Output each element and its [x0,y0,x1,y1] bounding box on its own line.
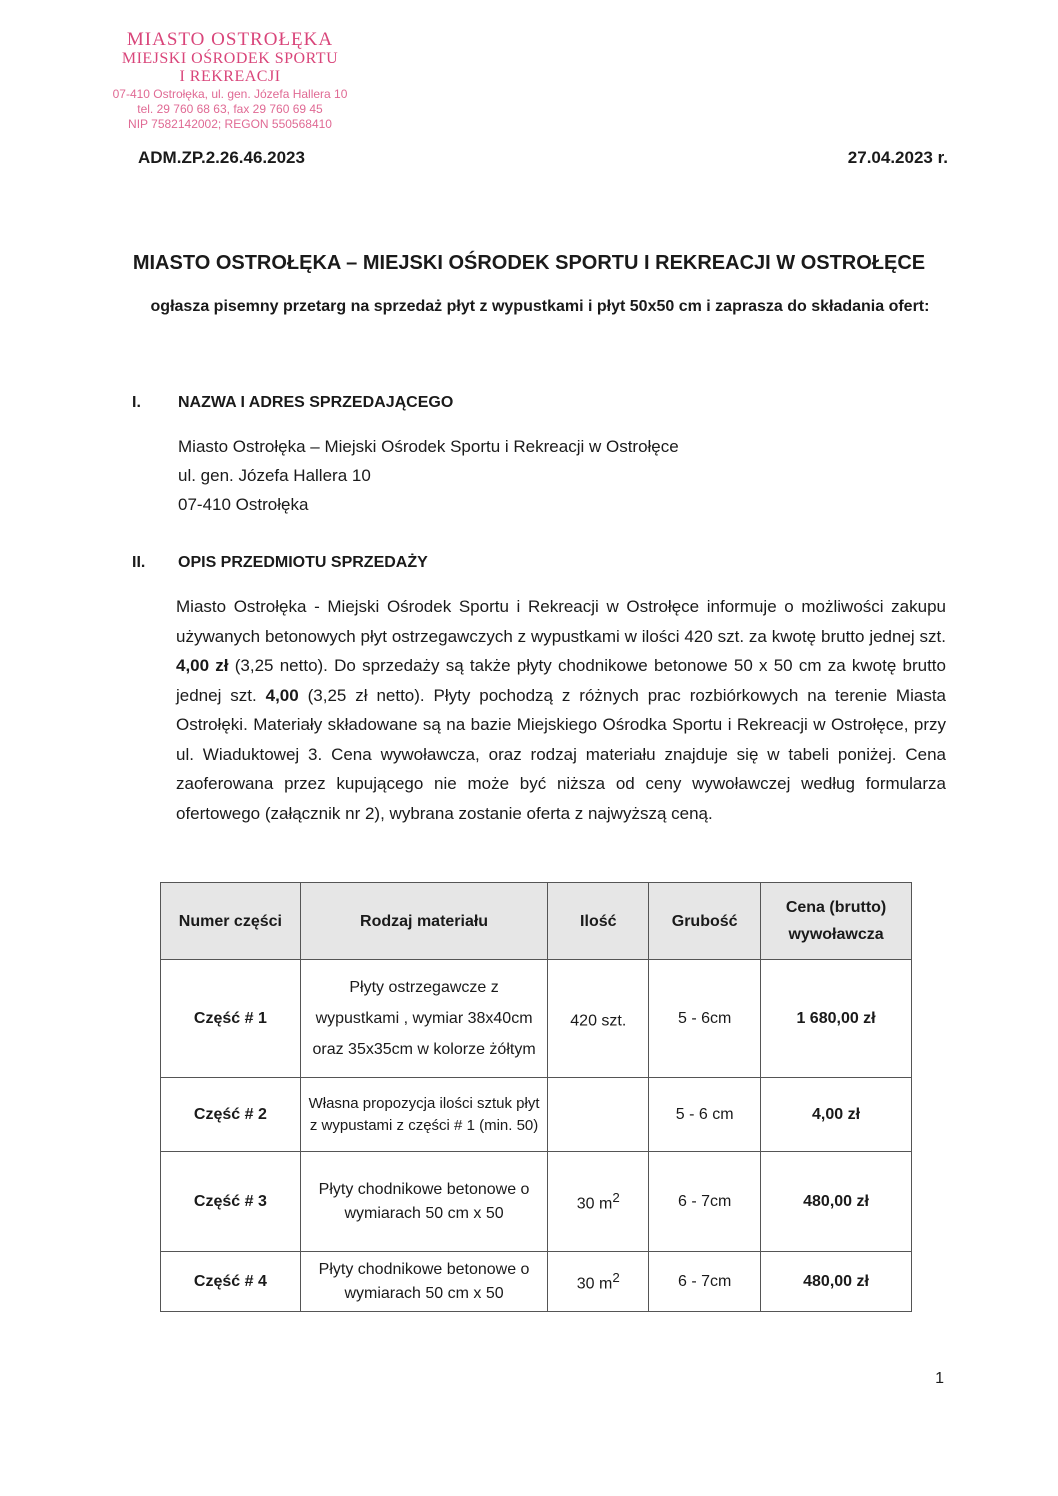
quantity-unit-exponent: 2 [612,1269,620,1285]
document-date: 27.04.2023 r. [847,148,948,167]
table-header-row [161,883,912,960]
cell-thickness: 6 - 7cm [649,1252,761,1312]
cell-price: 1 680,00 zł [761,960,912,1078]
stamp-phone: tel. 29 760 68 63, fax 29 760 69 45 [137,102,323,116]
cell-part: Część # 4 [161,1252,301,1312]
quantity-unit-exponent: 2 [612,1189,620,1205]
cell-material: Płyty chodnikowe betonowe o wymiarach 50 cm x 50 [300,1152,548,1252]
price-highlight: 4,00 zł [176,656,229,675]
header-material: Rodzaj materiału [300,883,548,960]
section-2-heading: OPIS PRZEDMIOTU SPRZEDAŻY [178,554,428,571]
document-title: MIASTO OSTROŁĘKA – MIEJSKI OŚRODEK SPORTU I REKREACJI W OSTROŁĘCE [132,252,926,274]
section-1-number: I. [132,394,141,411]
document-subtitle: ogłasza pisemny przetarg na sprzedaż płyt z wypustkami i płyt 50x50 cm i zaprasza do składania ofert: [150,298,930,315]
cell-quantity [548,1078,649,1152]
cell-material: Płyty chodnikowe betonowe o wymiarach 50 cm x 50 [300,1252,548,1312]
stamp-city: MIASTO OSTROŁĘKA [126,29,334,50]
table-row [161,1152,912,1252]
quantity-value: 30 m [576,1195,613,1213]
header-part: Numer części [161,883,301,960]
cell-quantity [548,1252,649,1312]
cell-price: 480,00 zł [761,1252,912,1312]
address-line: 07-410 Ostrołęka [178,495,309,514]
stamp-institution: MIEJSKI OŚRODEK SPORTU [121,50,339,67]
table-row [161,960,912,1078]
cell-quantity [548,960,649,1078]
reference-number: ADM.ZP.2.26.46.2023 [138,148,305,167]
cell-part: Część # 2 [161,1078,301,1152]
quantity-value: 420 szt. [570,1012,627,1030]
header-quantity: Ilość [548,883,649,960]
cell-part: Część # 3 [161,1152,301,1252]
table-row [161,1252,912,1312]
parts-table [160,882,912,1312]
cell-price: 4,00 zł [761,1078,912,1152]
header-thickness: Grubość [649,883,761,960]
header-price-line1: Cena (brutto) [785,899,887,916]
cell-thickness: 6 - 7cm [649,1152,761,1252]
section-1-heading: NAZWA I ADRES SPRZEDAJĄCEGO [178,394,454,411]
institution-stamp [60,30,400,133]
cell-quantity [548,1152,649,1252]
cell-material: Płyty ostrzegawcze z wypustkami , wymiar 38x40cm oraz 35x35cm w kolorze żółtym [300,960,548,1078]
page-number: 1 [935,1370,944,1387]
section-2-number: II. [132,554,146,571]
cell-part: Część # 1 [161,960,301,1078]
cell-thickness: 5 - 6cm [649,960,761,1078]
stamp-tax-ids: NIP 7582142002; REGON 550568410 [128,117,332,131]
description-text: Miasto Ostrołęka - Miejski Ośrodek Sportu i Rekreacji w Ostrołęce informuje o możliwości zakupu używanych betonowych płyt ostrzegawczych z wypustkami w ilości 420 szt. za kwotę brutto jednej szt. [176,597,946,646]
header-price-line2: wywoławcza [788,926,884,943]
cell-thickness: 5 - 6 cm [649,1078,761,1152]
cell-price: 480,00 zł [761,1152,912,1252]
table-row [161,1078,912,1152]
stamp-institution-cont: I REKREACJI [179,68,281,85]
quantity-value: 30 m [576,1275,613,1293]
stamp-address: 07-410 Ostrołęka, ul. gen. Józefa Hallera 10 [112,87,348,101]
seller-address [178,432,679,519]
address-line: Miasto Ostrołęka – Miejski Ośrodek Sportu i Rekreacji w Ostrołęce [178,437,679,456]
sale-description [176,592,946,828]
description-text: (3,25 zł netto). Płyty pochodzą z różnych prac rozbiórkowych na terenie Miasta Ostrołęki. Materiały składowane są na bazie Miejskiego Ośrodka Sportu i Rekreacji w Ostrołęce, przy ul. Wiaduktowej 3. Cena wywoławcza, oraz rodzaj materiału znajduje się w tabeli poniżej. Cena zaoferowana przez kupującego nie może być niższa od ceny wywoławczej według formularza ofertowego (załącznik nr 2), wybrana zostanie oferta z najwyższą ceną. [176,685,947,823]
description-text: (3,25 netto). Do sprzedaży są także płyty chodnikowe betonowe 50 x 50 cm za kwotę brutto jednej szt. [176,656,946,705]
header-price [761,883,912,960]
cell-material: Własna propozycja ilości sztuk płyt z wypustami z części # 1 (min. 50) [300,1078,548,1152]
address-line: ul. gen. Józefa Hallera 10 [178,466,371,485]
price-highlight: 4,00 [265,685,299,705]
